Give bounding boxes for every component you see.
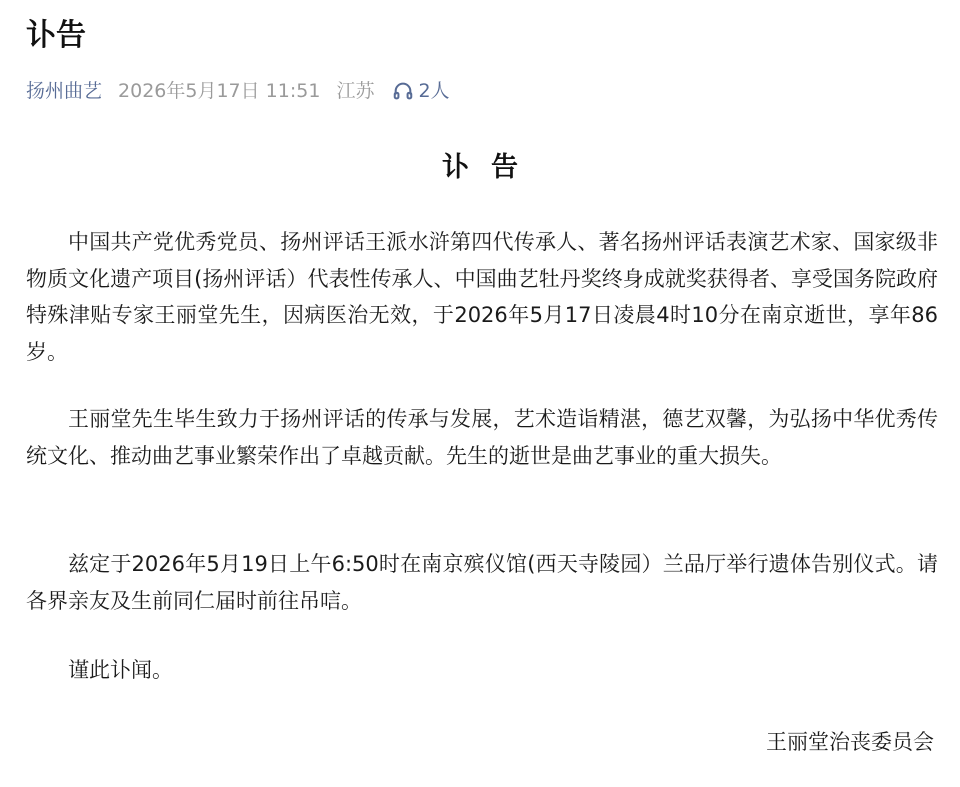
- article-paragraph: 谨此讣闻。: [68, 658, 173, 682]
- publish-location: 江苏: [336, 80, 375, 102]
- article-paragraph: 中国共产党优秀党员、扬州评话王派水浒第四代传承人、著名扬州评话表演艺术家、国家级非物质文化遗产项目(扬州评话）代表性传承人、中国曲艺牡丹奖终身成就奖获得者、享受国务院政府特殊津贴专家王丽堂先生，因病医治无效，于2026年5月17日凌晨4时10分在南京逝世，享年86岁。: [26, 230, 938, 364]
- publish-time: 2026年5月17日 11:51: [118, 80, 321, 102]
- headphones-icon: [392, 80, 414, 102]
- listener-count: 2人: [418, 80, 450, 102]
- account-name-link[interactable]: 扬州曲艺: [26, 80, 103, 102]
- listen-button[interactable]: [392, 76, 449, 106]
- article-heading: 讣告: [442, 152, 540, 183]
- signature: 王丽堂治丧委员会: [766, 730, 934, 754]
- article-paragraph: 王丽堂先生毕生致力于扬州评话的传承与发展，艺术造诣精湛，德艺双馨，为弘扬中华优秀传统文化、推动曲艺事业繁荣作出了卓越贡献。先生的逝世是曲艺事业的重大损失。: [26, 407, 938, 468]
- article-paragraph: 兹定于2026年5月19日上午6:50时在南京殡仪馆(西天寺陵园）兰品厅举行遗体告别仪式。请各界亲友及生前同仁届时前往吊唁。: [26, 552, 938, 613]
- article-meta: [26, 76, 450, 106]
- page-title: 讣告: [26, 18, 86, 53]
